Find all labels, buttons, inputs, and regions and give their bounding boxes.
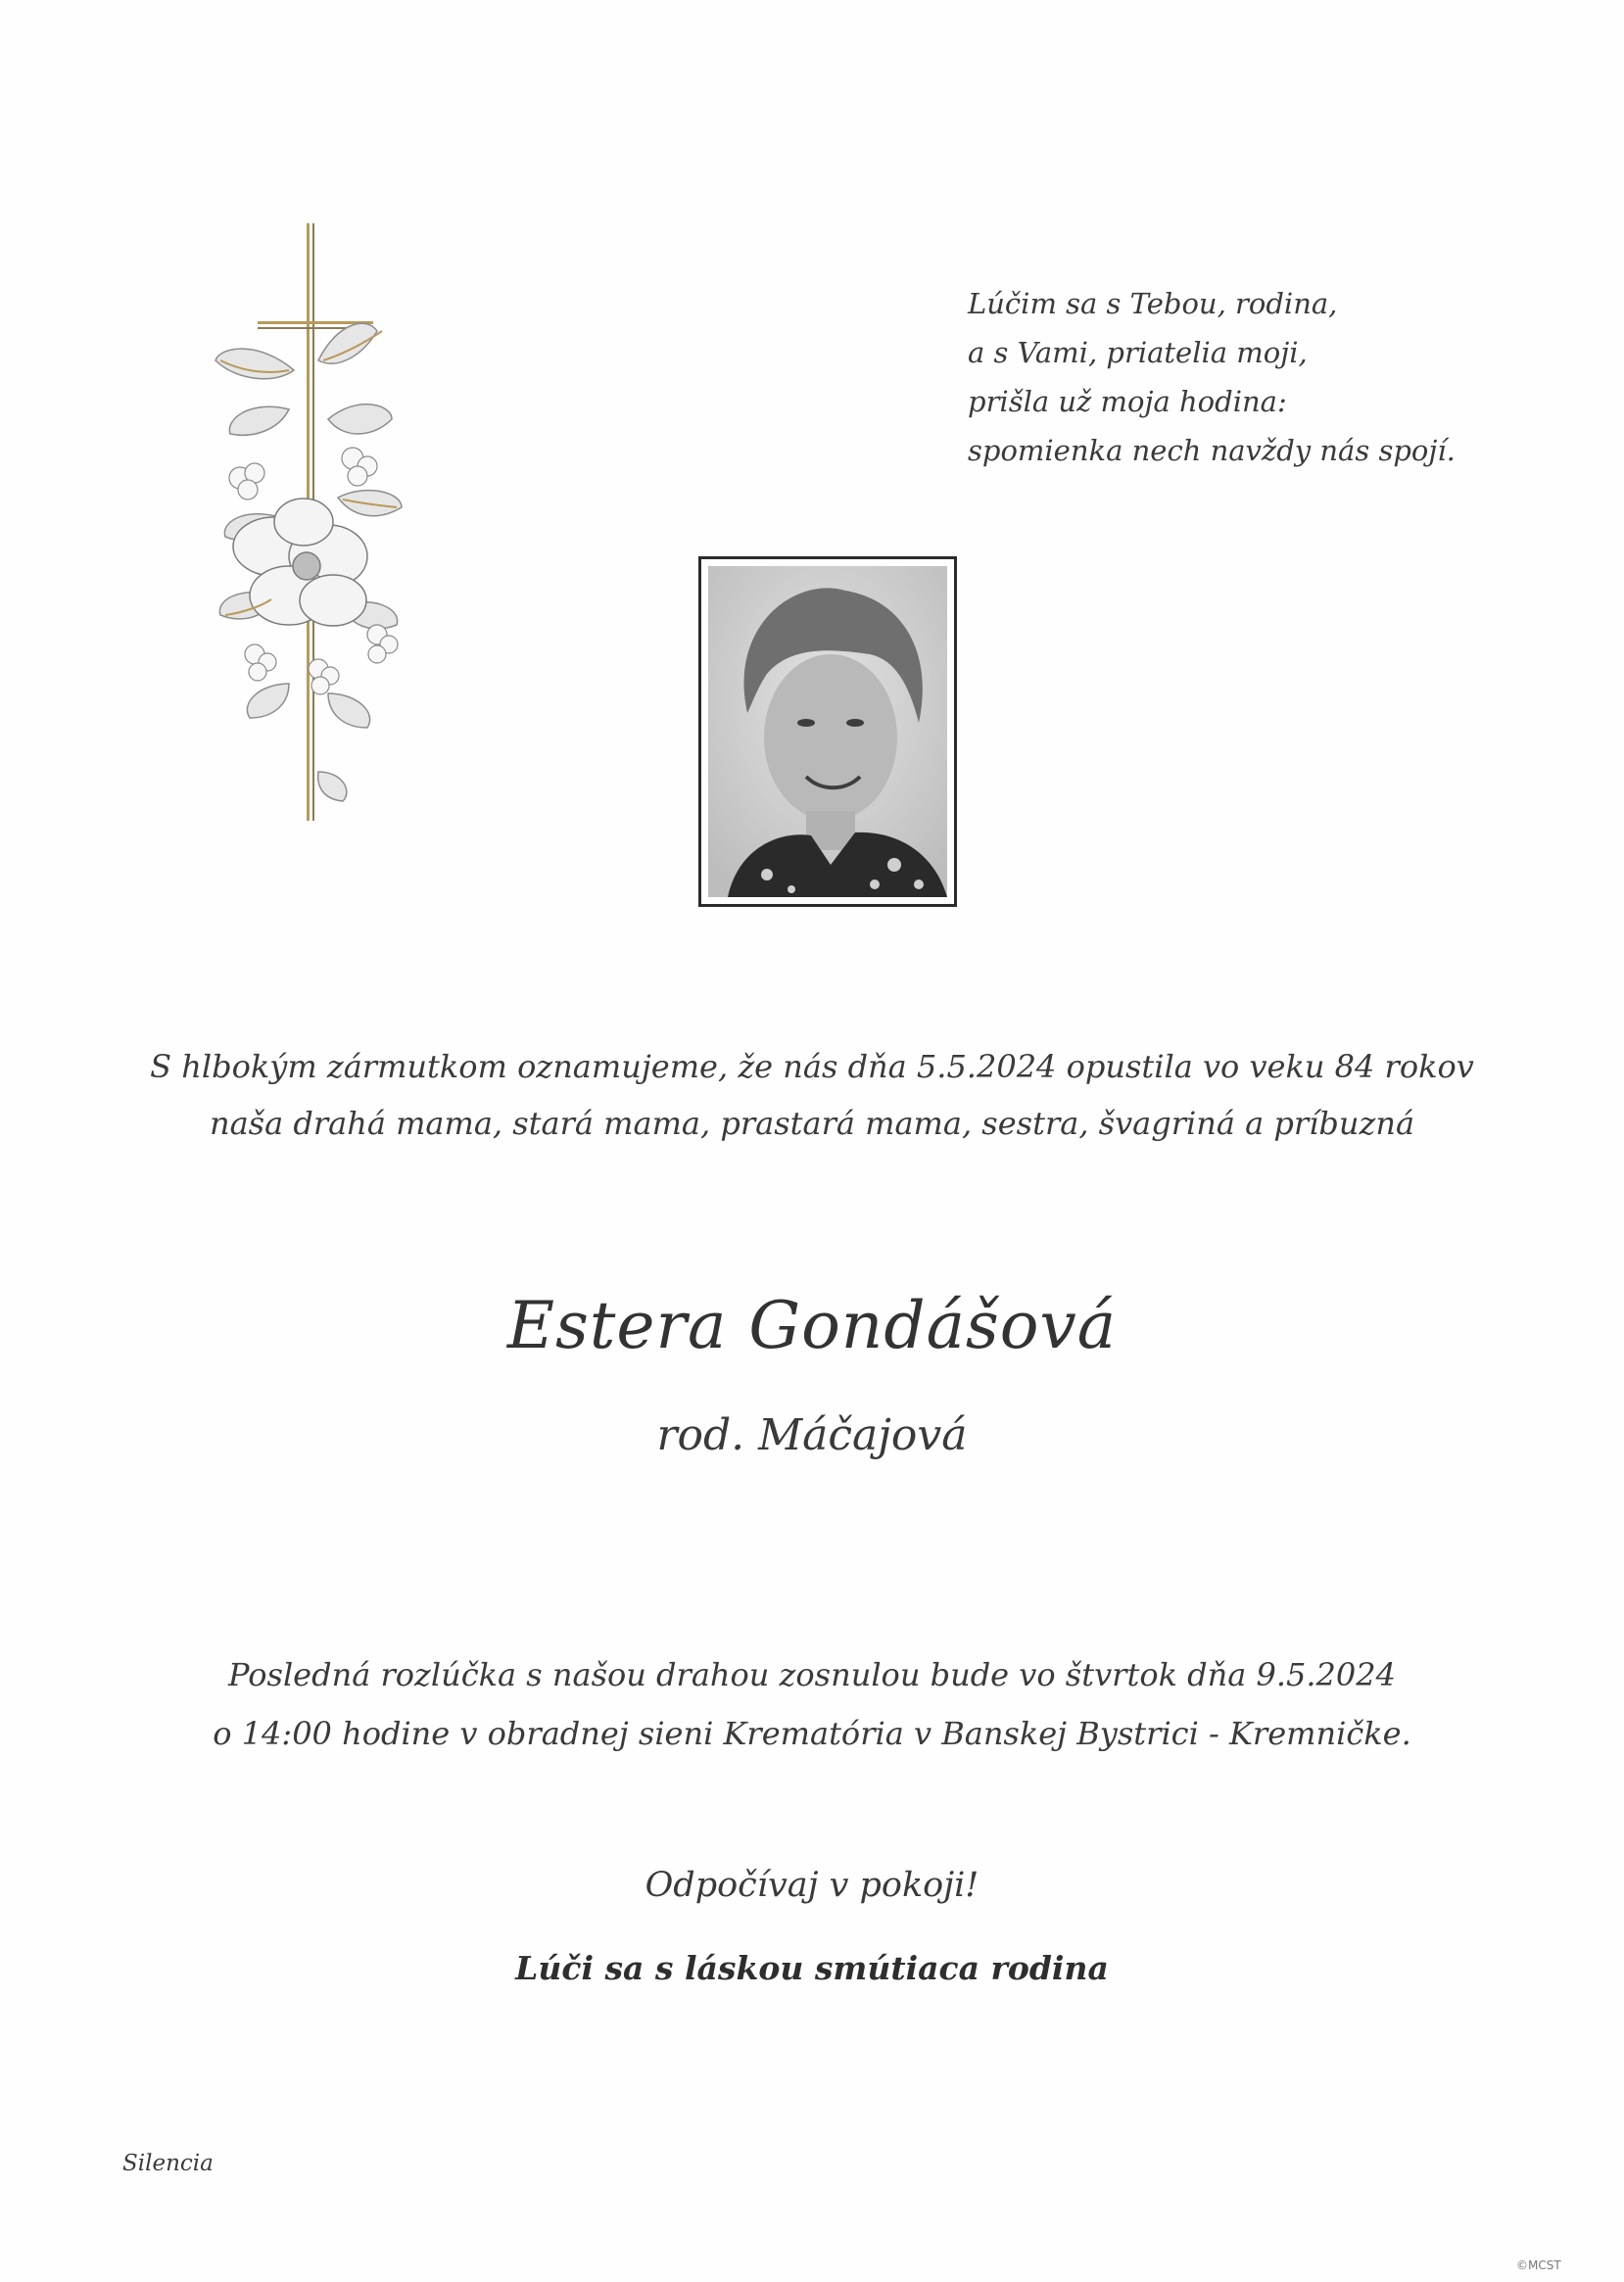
- poem-line: prišla už moja hodina:: [968, 385, 1287, 418]
- funeral-line-2: o 14:00 hodine v obradnej sieni Krematória v Banskej Bystrici - Kremničke.: [213, 1715, 1411, 1752]
- rest-in-peace-text: Odpočívaj v pokoji!: [645, 1866, 979, 1905]
- poem-line: a s Vami, priatelia moji,: [968, 336, 1308, 369]
- maiden-name: rod. Máčajová: [656, 1410, 968, 1460]
- announcement-line-1: S hlbokým zármutkom oznamujeme, že nás dňa 5.5.2024 opustila vo veku 84 rokov: [150, 1048, 1474, 1085]
- portrait-photo: [698, 556, 957, 907]
- cross-with-flowers-icon: [181, 223, 436, 845]
- family-signature: Lúči sa s láskou smútiaca rodina: [515, 1949, 1109, 1987]
- poem-line: spomienka nech navždy nás spojí.: [968, 434, 1456, 467]
- poem-line: Lúčim sa s Tebou, rodina,: [968, 287, 1338, 320]
- death-announcement: [0, 1038, 1624, 1152]
- publisher-mark: Silencia: [122, 2151, 214, 2176]
- funeral-details: [0, 1645, 1624, 1763]
- deceased-name: Estera Gondášová: [506, 1288, 1118, 1363]
- copyright-mark: ©MCST: [1516, 2258, 1561, 2272]
- poem-verse: [968, 279, 1516, 475]
- announcement-line-2: naša drahá mama, stará mama, prastará mama, sestra, švagriná a príbuzná: [209, 1105, 1415, 1142]
- funeral-line-1: Posledná rozlúčka s našou drahou zosnulou bude vo štvrtok dňa 9.5.2024: [228, 1656, 1396, 1693]
